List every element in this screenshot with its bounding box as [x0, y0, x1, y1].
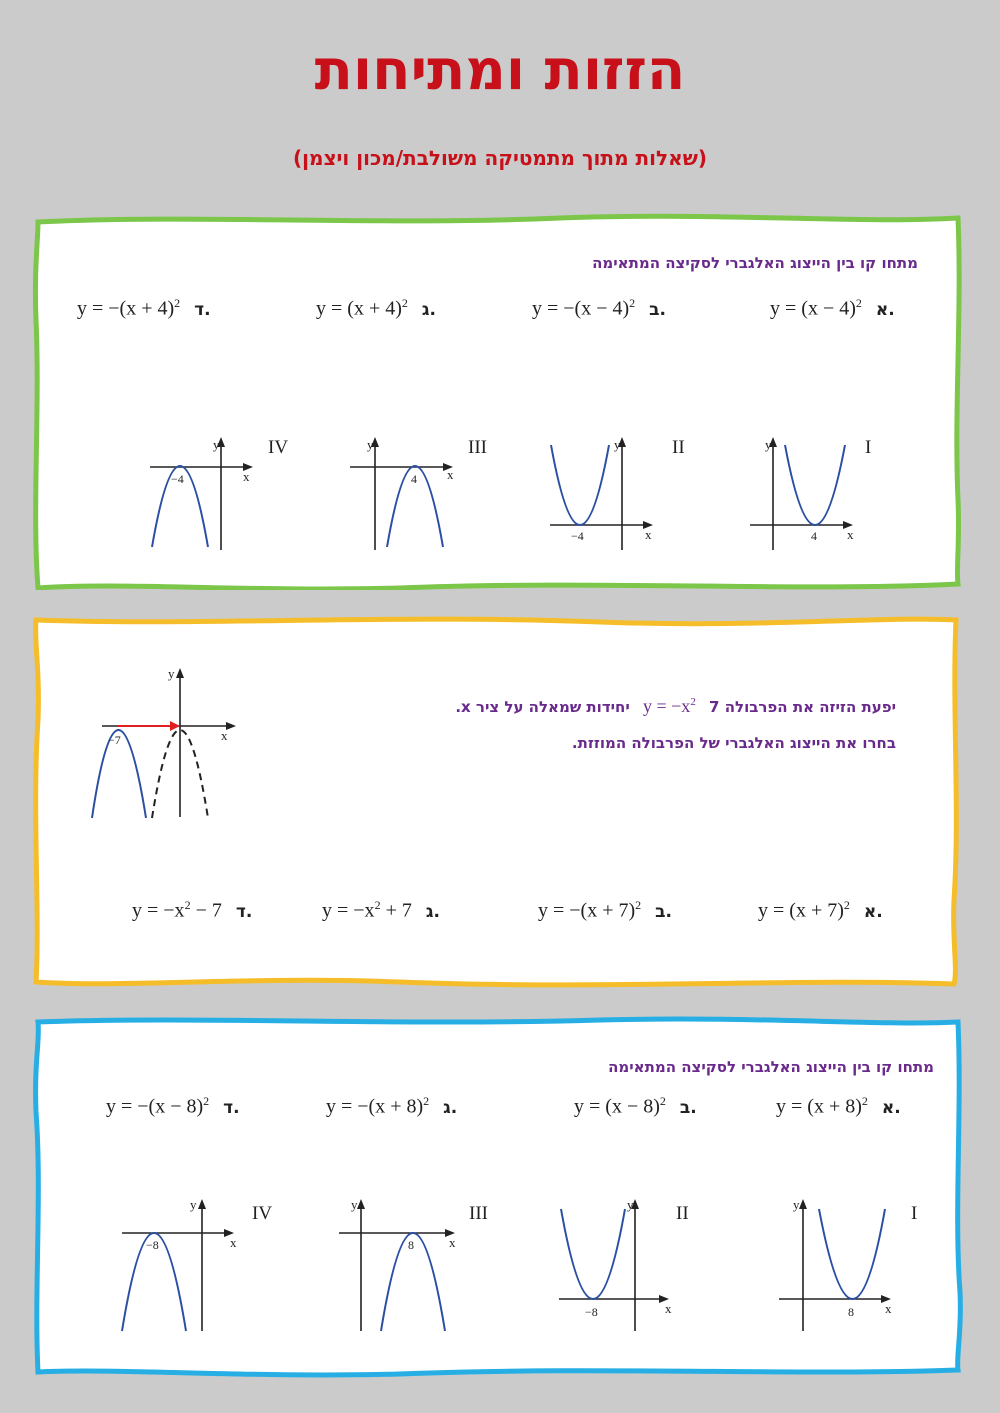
option-expr: y = (x + 4): [316, 297, 402, 320]
option-b[interactable]: [574, 1094, 697, 1119]
option-exp: 2: [203, 1094, 210, 1108]
option-c[interactable]: [322, 898, 440, 923]
y-axis-arrow: [357, 1199, 365, 1209]
y-axis-label: y: [367, 437, 374, 452]
y-axis-label: y: [168, 666, 175, 681]
option-expr: y = −(x + 8): [326, 1095, 424, 1118]
vertex-tick: −4: [171, 472, 184, 486]
parabola-curve: [551, 445, 609, 525]
sketch-graph-I[interactable]: [745, 435, 880, 555]
option-label: ג.: [443, 1097, 458, 1118]
option-a[interactable]: [770, 296, 895, 321]
option-exp: 2: [423, 1094, 430, 1108]
vertex-tick: 8: [848, 1305, 854, 1319]
option-label: ב.: [655, 901, 673, 922]
option-expr: y = −(x − 4): [532, 297, 630, 320]
graph-numeral: III: [469, 1203, 488, 1224]
option-expr: y = −(x + 7): [538, 899, 636, 922]
x-axis-label: x: [243, 469, 250, 484]
option-label: ד.: [194, 299, 211, 320]
page-subtitle: (שאלות מתוך מתמטיקה משולבת/מכון ויצמן): [292, 146, 708, 170]
vertex-tick: −7: [108, 733, 121, 747]
option-label: ב.: [649, 299, 667, 320]
x-axis-label: x: [221, 728, 228, 743]
option-exp: 2: [855, 296, 862, 310]
graph-numeral: II: [676, 1203, 689, 1224]
instruction-line-2: בחרו את הייצוג האלגברי של הפרבולה המוזזת.: [571, 734, 896, 752]
graph-numeral: II: [672, 437, 685, 458]
option-tail: + 7: [380, 899, 412, 922]
option-exp: 2: [374, 898, 381, 912]
option-a[interactable]: [758, 898, 883, 923]
option-label: א.: [881, 1097, 901, 1118]
sketch-graph-I[interactable]: [775, 1195, 925, 1335]
option-exp: 2: [843, 898, 850, 912]
expr-exp: 2: [690, 696, 696, 708]
vertex-tick: 8: [408, 1238, 414, 1252]
option-expr: y = −x: [322, 899, 375, 922]
graph-numeral: III: [468, 437, 487, 458]
option-expr: y = −(x + 4): [77, 297, 175, 320]
instruction-text: יפעת הזיזה את הפרבולה: [724, 698, 896, 716]
option-d[interactable]: [106, 1094, 240, 1119]
y-axis-label: y: [614, 437, 621, 452]
panel-matching-4: [0, 210, 1000, 590]
y-axis-label: y: [351, 1197, 358, 1212]
option-tail: − 7: [190, 899, 222, 922]
y-axis-arrow: [176, 668, 184, 678]
option-expr: y = (x − 4): [770, 297, 856, 320]
option-label: ד.: [235, 901, 253, 922]
instruction-expr: [643, 696, 696, 716]
shift-arrow-head: [170, 721, 180, 731]
y-axis-label: y: [213, 437, 220, 452]
vertex-tick: −8: [146, 1238, 159, 1252]
option-d[interactable]: [77, 296, 211, 321]
option-label: ג.: [421, 299, 436, 320]
option-exp: 2: [174, 296, 181, 310]
graph-numeral: I: [911, 1203, 918, 1224]
option-c[interactable]: [326, 1094, 457, 1119]
option-exp: 2: [629, 296, 636, 310]
parabola-curve: [819, 1209, 885, 1299]
option-label: ד.: [223, 1097, 240, 1118]
option-expr: y = (x − 8): [574, 1095, 660, 1118]
vertex-tick: −4: [571, 529, 584, 543]
page-title: הזזות ומתיחות: [314, 38, 686, 103]
graph-numeral: I: [865, 437, 872, 458]
sketch-graph-II[interactable]: [545, 435, 695, 555]
shift-sketch-graph: [88, 662, 248, 822]
option-exp: 2: [861, 1094, 868, 1108]
option-c[interactable]: [316, 296, 436, 321]
instruction-text: מתחו קו בין הייצוג האלגברי לסקיצה המתאימה: [592, 254, 918, 272]
y-axis-arrow: [799, 1199, 807, 1209]
vertex-tick: −8: [585, 1305, 598, 1319]
sketch-graph-III[interactable]: [335, 1195, 495, 1335]
expr-base: y = −x: [643, 696, 691, 716]
y-axis-arrow: [198, 1199, 206, 1209]
option-d[interactable]: [132, 898, 252, 923]
x-axis-label: x: [447, 467, 454, 482]
option-label: ב.: [679, 1097, 697, 1118]
y-axis-label: y: [793, 1197, 800, 1212]
x-axis-label: x: [645, 527, 652, 542]
sketch-graph-IV[interactable]: [118, 1195, 278, 1335]
option-exp: 2: [659, 1094, 666, 1108]
vertex-tick: 4: [411, 472, 417, 486]
x-axis-arrow: [226, 722, 236, 730]
x-axis-label: x: [449, 1235, 456, 1250]
option-exp: 2: [184, 898, 191, 912]
vertex-tick: 4: [811, 529, 817, 543]
panel-shift-question: [0, 610, 1000, 990]
parabola-curve: [785, 445, 845, 525]
option-a[interactable]: [776, 1094, 901, 1119]
option-expr: y = (x + 7): [758, 899, 844, 922]
x-axis-label: x: [885, 1301, 892, 1316]
option-label: ג.: [425, 901, 440, 922]
graph-numeral: IV: [252, 1203, 273, 1224]
x-axis-label: x: [230, 1235, 237, 1250]
sketch-graph-II[interactable]: [555, 1195, 705, 1335]
option-label: א.: [875, 299, 895, 320]
sketch-graph-III[interactable]: [345, 435, 495, 555]
panel-matching-8: [0, 1012, 1000, 1378]
y-axis-label: y: [627, 1197, 634, 1212]
option-exp: 2: [401, 296, 408, 310]
instruction-text: 7 יחידות שמאלה על ציר x.: [455, 698, 720, 716]
x-axis-label: x: [847, 527, 854, 542]
sketch-graph-IV[interactable]: [145, 435, 295, 555]
option-expr: y = (x + 8): [776, 1095, 862, 1118]
option-label: א.: [863, 901, 883, 922]
option-exp: 2: [635, 898, 642, 912]
parabola-curve: [561, 1209, 625, 1299]
instruction-line-1: [455, 696, 896, 717]
option-b[interactable]: [532, 296, 666, 321]
y-axis-label: y: [765, 437, 772, 452]
x-axis-label: x: [665, 1301, 672, 1316]
option-expr: y = −(x − 8): [106, 1095, 204, 1118]
option-b[interactable]: [538, 898, 672, 923]
option-expr: y = −x: [132, 899, 185, 922]
y-axis-label: y: [190, 1197, 197, 1212]
graph-numeral: IV: [268, 437, 289, 458]
instruction-text: מתחו קו בין הייצוג האלגברי לסקיצה המתאימה: [608, 1058, 934, 1076]
